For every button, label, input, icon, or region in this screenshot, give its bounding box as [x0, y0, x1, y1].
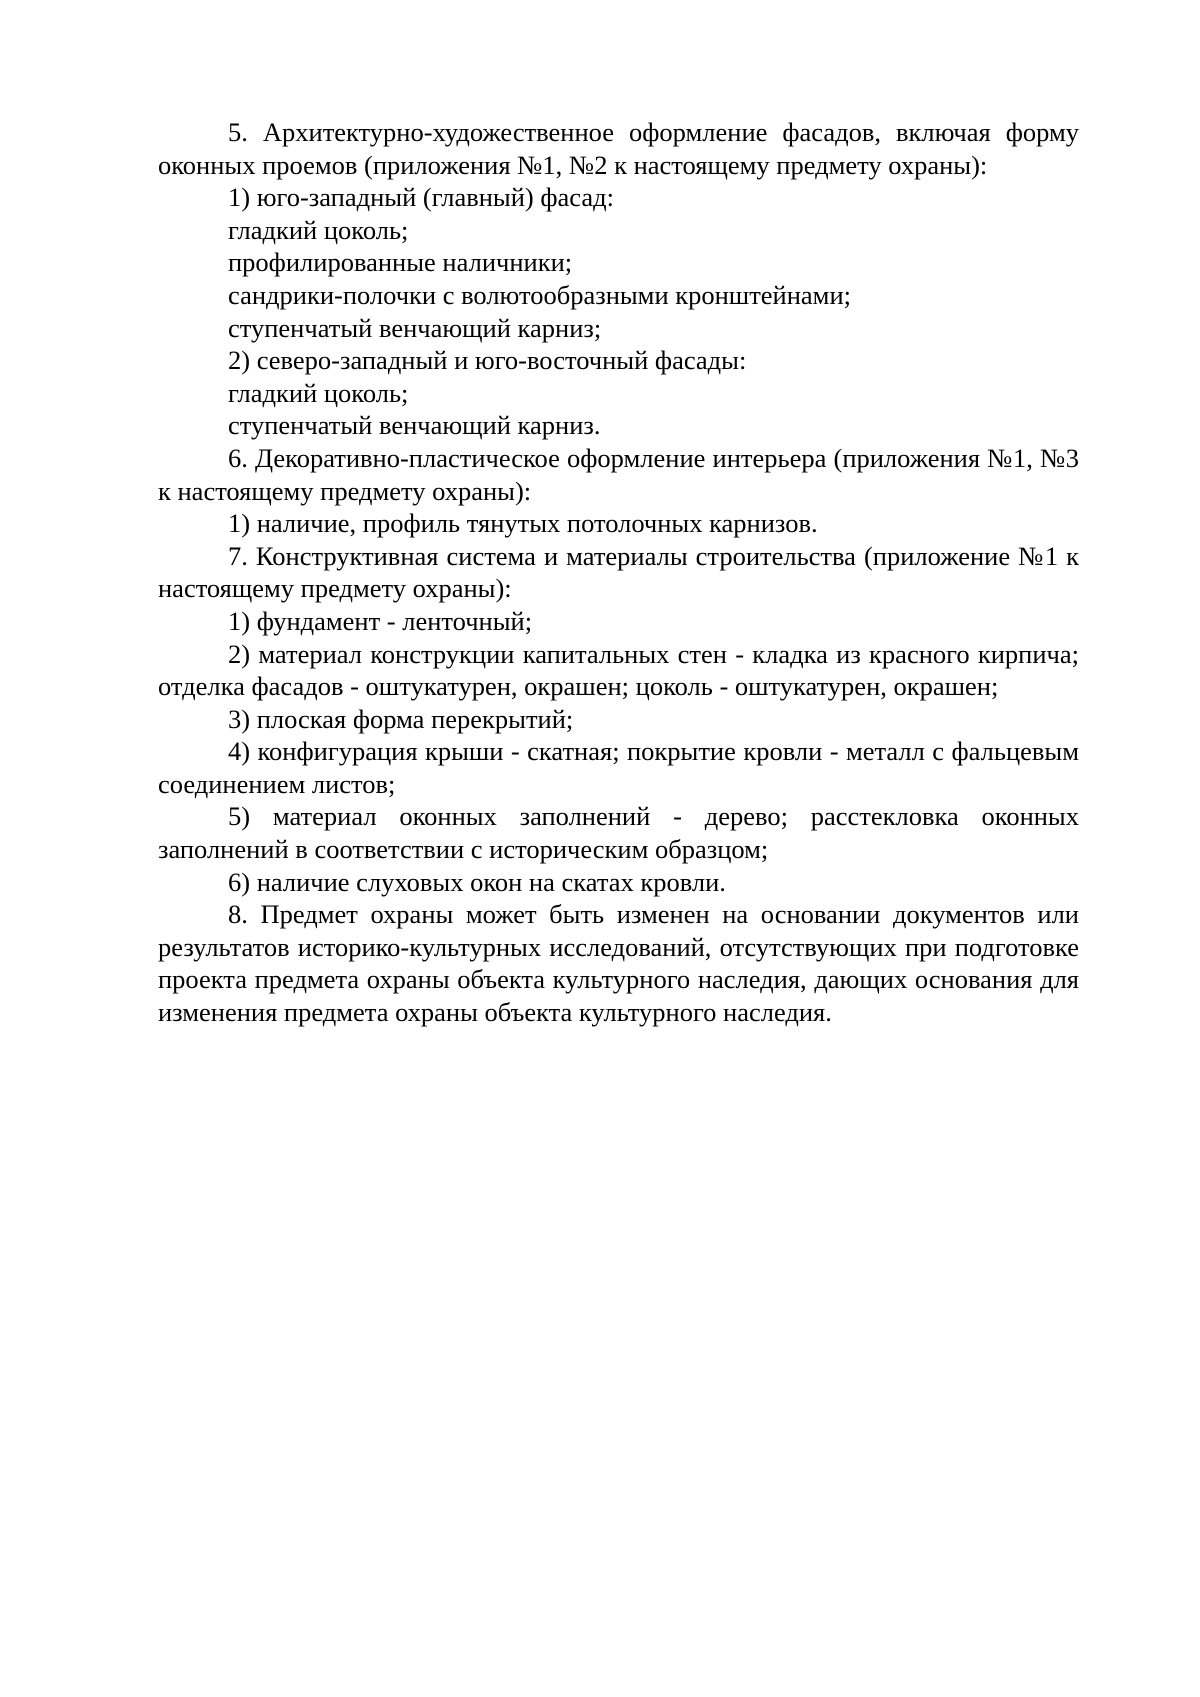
list-item-southwest-facade: 1) юго-западный (главный) фасад: [228, 182, 614, 213]
paragraph-6-interior: 6. Декоративно-пластическое оформление интерьера (приложения №1, №3 к настоящему предмету охраны): [158, 442, 1079, 506]
paragraph-5-facades: 5. Архитектурно-художественное оформление фасадов, включая форму оконных проемов (приложения №1, №2 к настоящему предмету охраны): [158, 117, 1079, 180]
list-item-foundation: 1) фундамент - ленточный; [228, 605, 533, 636]
list-item-flat-floors: 3) плоская форма перекрытий; [228, 703, 574, 734]
list-item-profiled-casings: профилированные наличники; [228, 247, 573, 278]
list-item-stepped-cornice-2: ступенчатый венчающий карниз. [228, 410, 601, 441]
paragraph-7-construction: 7. Конструктивная система и материалы строительства (приложение №1 к настоящему предмету охраны): [158, 540, 1079, 604]
list-item-walls-material: 2) материал конструкции капитальных стен - кладка из красного кирпича; отделка фасадов - оштукатурен, окрашен; цоколь - оштукатурен, окрашен; [158, 638, 1079, 702]
list-item-northwest-southeast-facades: 2) северо-западный и юго-восточный фасады: [228, 345, 747, 376]
list-item-smooth-plinth-2: гладкий цоколь; [228, 377, 409, 408]
list-item-stepped-cornice: ступенчатый венчающий карниз; [228, 312, 602, 343]
document-body [158, 116, 1079, 1029]
list-item-roof-configuration: 4) конфигурация крыши - скатная; покрытие кровли - металл с фальцевым соединением листов; [158, 736, 1079, 799]
list-item-window-material: 5) материал оконных заполнений - дерево; расстекловка оконных заполнений в соответствии с историческим образцом; [158, 801, 1079, 865]
list-item-ceiling-cornices: 1) наличие, профиль тянутых потолочных карнизов. [228, 508, 818, 539]
list-item-dormer-windows: 6) наличие слуховых окон на скатах кровли. [228, 866, 726, 897]
list-item-smooth-plinth: гладкий цоколь; [228, 214, 409, 245]
paragraph-8-changes: 8. Предмет охраны может быть изменен на основании документов или результатов историко-культурных исследований, отсутствующих при подготовке проекта предмета охраны объекта культурного наследия, дающих основания для изменения предмета охраны объекта культурного наследия. [158, 899, 1079, 1028]
list-item-sandriki: сандрики-полочки с волютообразными кронштейнами; [228, 279, 851, 310]
